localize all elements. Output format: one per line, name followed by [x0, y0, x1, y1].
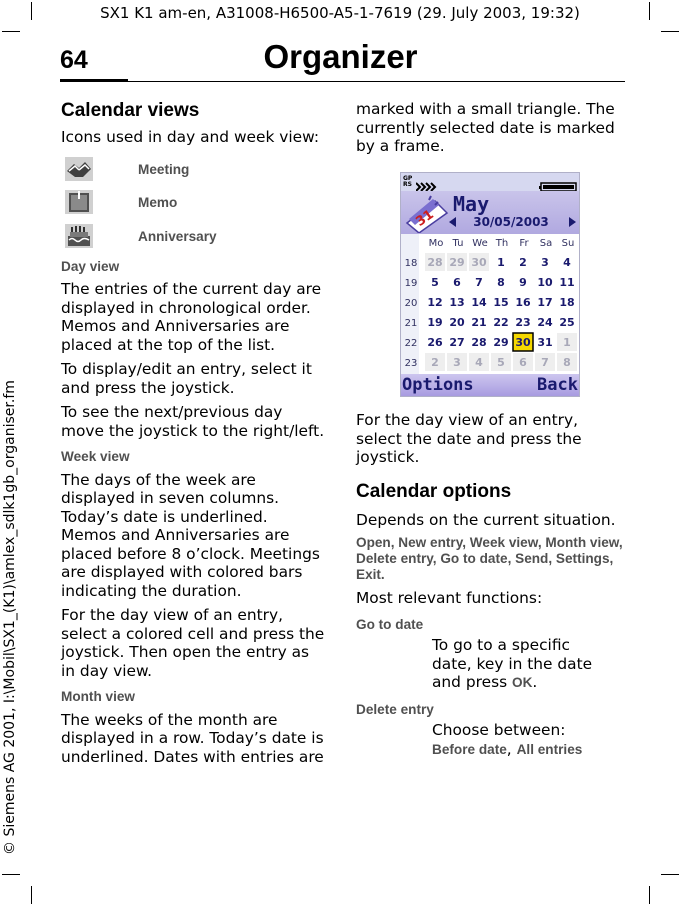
calendar-banner — [401, 191, 579, 235]
day-number: 28 — [427, 256, 443, 269]
current-date: 30/05/2003 — [473, 215, 549, 229]
memo-icon — [65, 190, 93, 214]
status-bar — [401, 173, 579, 191]
back-softkey[interactable]: Back — [537, 375, 578, 395]
weekday-label: Sa — [539, 238, 553, 249]
day-number: 6 — [519, 356, 527, 369]
day-number: 28 — [471, 336, 487, 349]
day-number: 27 — [449, 336, 465, 349]
options-softkey[interactable]: Options — [402, 375, 474, 395]
week-view-text: The days of the week are displayed in seven columns. Today’s date is underlined. Memos and Anniversaries are placed before 8 o’clock. Meetings are displayed with colored bars indicating the duration. — [61, 470, 320, 600]
month-view-text-cont: marked with a small triangle. The currently selected date is marked by a frame. — [356, 100, 615, 155]
crop-mark — [661, 31, 679, 32]
crop-mark — [649, 886, 650, 904]
day-view-text: To see the next/previous day move the joystick to the right/left. — [61, 403, 325, 440]
day-number: 23 — [515, 316, 531, 329]
day-number: 5 — [431, 276, 439, 289]
goto-text: To go to a specific date, key in the date and press — [432, 636, 593, 691]
copyright-note: © Siemens AG 2001, I:\Mobil\SX1_(K1)\amlex_sdlk1gb_organiser.fm — [2, 380, 18, 855]
ok-label: OK — [512, 675, 533, 690]
options-list: Open, New entry, Week view, Month view, Delete entry, Go to date, Send, Settings, Exit. — [356, 535, 623, 582]
day-number: 2 — [431, 356, 439, 369]
week-view-heading: Week view — [61, 449, 130, 464]
header-rule — [128, 81, 625, 82]
week-number: 22 — [404, 338, 418, 349]
softkey-bar — [401, 374, 579, 396]
day-view-text: The entries of the current day are displayed in chronological order. Memos and Anniversaries are placed at the top of the list. — [61, 280, 322, 354]
right-column-top — [356, 100, 622, 156]
month-view-heading: Month view — [61, 689, 136, 704]
running-header: SX1 K1 am-en, A31008-H6500-A5-1-7619 (29. July 2003, 19:32) — [100, 4, 580, 22]
goto-text-end: . — [532, 673, 538, 691]
day-number: 15 — [493, 296, 509, 309]
day-number: 18 — [559, 296, 575, 309]
weekday-label: Fr — [519, 238, 529, 249]
weekday-label: Mo — [428, 238, 444, 249]
day-number: 4 — [475, 356, 483, 369]
day-number: 21 — [471, 316, 487, 329]
day-number: 1 — [497, 256, 505, 269]
calendar-options-heading: Calendar options — [356, 480, 512, 502]
month-grid — [401, 234, 579, 374]
day-number: 13 — [449, 296, 465, 309]
day-number: 22 — [493, 316, 509, 329]
day-number: 4 — [563, 256, 571, 269]
week-number: 20 — [404, 298, 418, 309]
crop-mark — [31, 886, 32, 904]
function-text-delete: Choose between: — [432, 721, 566, 739]
day-number: 3 — [541, 256, 549, 269]
week-view-text: For the day view of an entry, select a colored cell and press the joystick. Then open the entry as in day view. — [61, 606, 325, 680]
crop-mark — [661, 874, 679, 875]
function-label-goto: Go to date — [356, 616, 424, 632]
option-before-date: Before date — [432, 741, 507, 757]
function-label-delete: Delete entry — [356, 701, 434, 717]
day-number: 17 — [537, 296, 553, 309]
function-text-goto — [432, 636, 614, 693]
section-heading: Calendar views — [61, 100, 200, 121]
day-number: 16 — [515, 296, 531, 309]
crop-mark — [2, 874, 20, 875]
day-number: 2 — [519, 256, 527, 269]
crop-mark — [649, 2, 650, 20]
weekday-label: We — [472, 238, 488, 249]
day-number: 12 — [427, 296, 443, 309]
day-view-heading: Day view — [61, 258, 120, 274]
day-number: 7 — [541, 356, 549, 369]
calendar-icon-day: 31 — [413, 207, 437, 230]
day-number: 29 — [493, 336, 509, 349]
icons-intro: Icons used in day and week view: — [61, 128, 320, 146]
day-number: 14 — [471, 296, 487, 309]
day-number: 30 — [515, 336, 531, 349]
day-number: 31 — [537, 336, 553, 349]
month-view-text: The weeks of the month are displayed in a row. Today’s date is underlined. Dates with entries are — [61, 710, 324, 766]
day-number: 20 — [449, 316, 465, 329]
day-number: 8 — [497, 276, 505, 289]
meeting-icon — [65, 157, 93, 181]
day-view-instruction: For the day view of an entry, select the date and press the joystick. — [356, 411, 582, 466]
month-title: May — [453, 192, 490, 216]
prev-date-arrow[interactable] — [449, 217, 456, 227]
day-number: 8 — [563, 356, 571, 369]
day-number: 9 — [519, 276, 527, 289]
phone-calendar-screen — [400, 172, 580, 397]
day-number: 11 — [559, 276, 575, 289]
weekday-label: Th — [495, 238, 509, 249]
anniversary-icon — [65, 224, 93, 248]
day-number: 26 — [427, 336, 443, 349]
left-column — [61, 100, 327, 766]
week-number: 19 — [404, 278, 418, 289]
week-number: 23 — [404, 358, 418, 369]
day-view-text: To display/edit an entry, select it and press the joystick. — [61, 360, 312, 397]
weekday-label: Tu — [452, 238, 464, 249]
crop-mark — [2, 31, 20, 32]
day-number: 19 — [427, 316, 443, 329]
day-number: 29 — [449, 256, 465, 269]
chapter-title: Organizer — [263, 38, 418, 75]
next-date-arrow[interactable] — [569, 217, 576, 227]
legend-label: Meeting — [138, 161, 190, 177]
week-number: 21 — [404, 318, 418, 329]
day-number: 24 — [537, 316, 553, 329]
legend-label: Anniversary — [138, 228, 217, 244]
day-number: 1 — [563, 336, 571, 349]
day-number: 6 — [453, 276, 461, 289]
option-separator: , — [506, 739, 517, 758]
weekday-label: Su — [561, 238, 575, 249]
gprs-indicator: GPRS — [403, 175, 413, 188]
delete-options — [432, 740, 626, 760]
legend-label: Memo — [138, 194, 178, 210]
day-number: 3 — [453, 356, 461, 369]
day-number: 30 — [471, 256, 487, 269]
crop-mark — [31, 2, 32, 20]
header-rule-thick — [60, 79, 128, 82]
day-number: 10 — [537, 276, 553, 289]
month-grid-svg — [401, 234, 579, 374]
day-number: 25 — [559, 316, 575, 329]
day-number: 7 — [475, 276, 483, 289]
relevant-functions: Most relevant functions: — [356, 589, 543, 607]
day-number: 5 — [497, 356, 505, 369]
page-number: 64 — [60, 46, 88, 74]
icon-legend — [61, 153, 327, 257]
option-all-entries: All entries — [516, 741, 583, 757]
week-number: 18 — [404, 258, 418, 269]
right-column-bottom — [356, 411, 626, 759]
options-context: Depends on the current situation. — [356, 510, 616, 529]
